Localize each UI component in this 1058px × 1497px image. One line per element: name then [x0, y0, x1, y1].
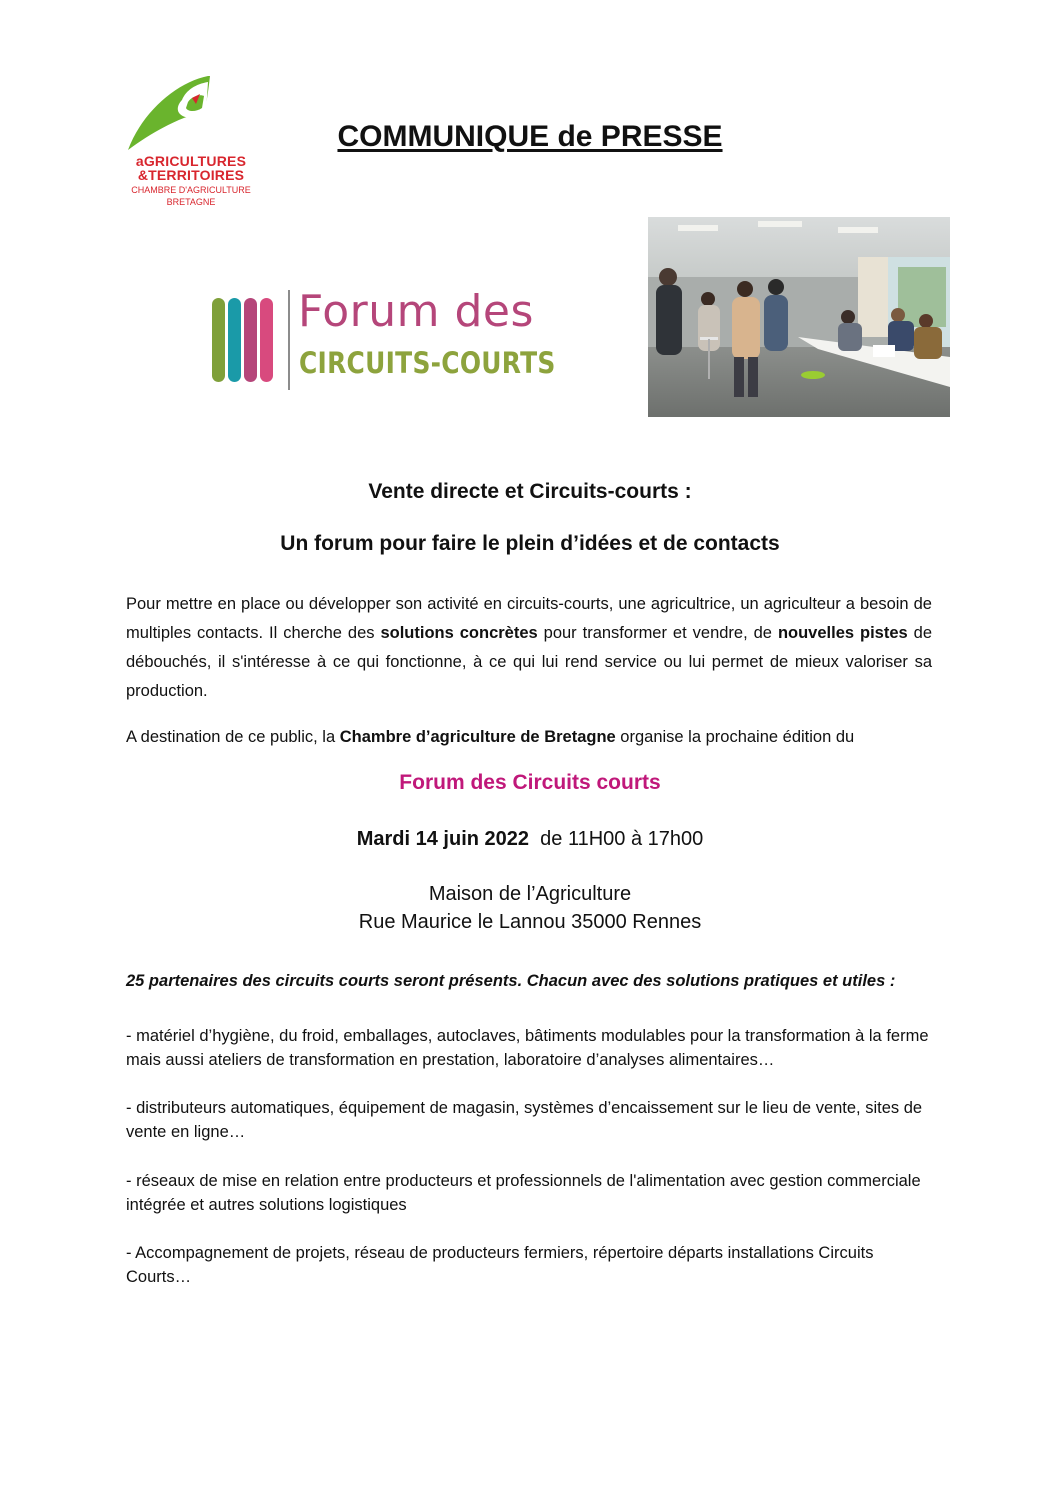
- headline-line-2: Un forum pour faire le plein d’idées et de contacts: [280, 532, 780, 555]
- logo-line-3: CHAMBRE D'AGRICULTURE: [131, 185, 251, 195]
- event-date: [100, 828, 960, 851]
- intro-paragraph: [126, 590, 932, 706]
- logo-line-2: &TERRITOIRES: [137, 167, 245, 183]
- intro-text-1: Pour mettre en place ou développer son activité en circuits-courts, une agricultrice, un agriculteur a besoin de multiples contacts. Il cherche des: [126, 595, 932, 642]
- partners-intro: 25 partenaires des circuits courts seront présents. Chacun avec des solutions pratiques et utiles :: [126, 972, 896, 990]
- press-release-title: COMMUNIQUE de PRESSE: [337, 120, 723, 153]
- forum-logo-name: Forum des: [298, 286, 534, 337]
- event-photo: [648, 217, 950, 417]
- venue-line-1: Maison de l’Agriculture: [428, 883, 632, 905]
- partner-bullet: - distributeurs automatiques, équipement de magasin, systèmes d’encaissement sur le lieu de vente, sites de vente en ligne…: [126, 1099, 923, 1141]
- announce-paragraph: [126, 723, 932, 752]
- announce-bold: Chambre d’agriculture de Bretagne: [339, 728, 616, 746]
- intro-bold-2: nouvelles pistes: [777, 624, 908, 642]
- partner-bullet: - matériel d’hygiène, du froid, emballages, autoclaves, bâtiments modulables pour la transformation à la ferme mais aussi ateliers de transformation en prestation, laboratoire d’analyses alimentaires…: [126, 1027, 929, 1069]
- event-venue: [100, 880, 960, 936]
- chamber-logo-text: [124, 154, 258, 207]
- event-date-day: Mardi 14 juin 2022: [356, 828, 530, 850]
- partner-bullet: - Accompagnement de projets, réseau de producteurs fermiers, répertoire départs installations Circuits Courts…: [126, 1244, 874, 1286]
- forum-logo: [212, 286, 556, 396]
- forum-logo-divider: [288, 290, 290, 390]
- intro-text-3: de débouchés, il s'intéresse à ce qui fonctionne, à ce qui lui rend service ou lui permet de mieux valoriser sa production.: [126, 624, 932, 700]
- event-photo-icon: [648, 217, 950, 417]
- announce-text-1: A destination de ce public, la: [126, 728, 340, 746]
- chamber-logo-icon: [122, 72, 254, 156]
- event-time: de 11H00 à 17h00: [529, 828, 704, 850]
- announce-text-2: organise la prochaine édition du: [615, 728, 855, 746]
- partner-bullet: - réseaux de mise en relation entre producteurs et professionnels de l'alimentation avec gestion commerciale intégrée et autres solutions logistiques: [126, 1172, 921, 1214]
- event-title: Forum des Circuits courts: [399, 771, 661, 794]
- intro-bold-1: solutions concrètes: [380, 624, 538, 642]
- forum-logo-subtitle: CIRCUITS-COURTS: [299, 346, 556, 380]
- venue-line-2: Rue Maurice le Lannou 35000 Rennes: [358, 911, 702, 933]
- logo-line-1: aGRICULTURES: [135, 153, 247, 169]
- headline-line-1: Vente directe et Circuits-courts :: [368, 480, 692, 503]
- logo-line-4: BRETAGNE: [166, 197, 216, 207]
- intro-text-2: pour transformer et vendre, de: [537, 624, 778, 642]
- forum-bars-icon: [212, 294, 276, 390]
